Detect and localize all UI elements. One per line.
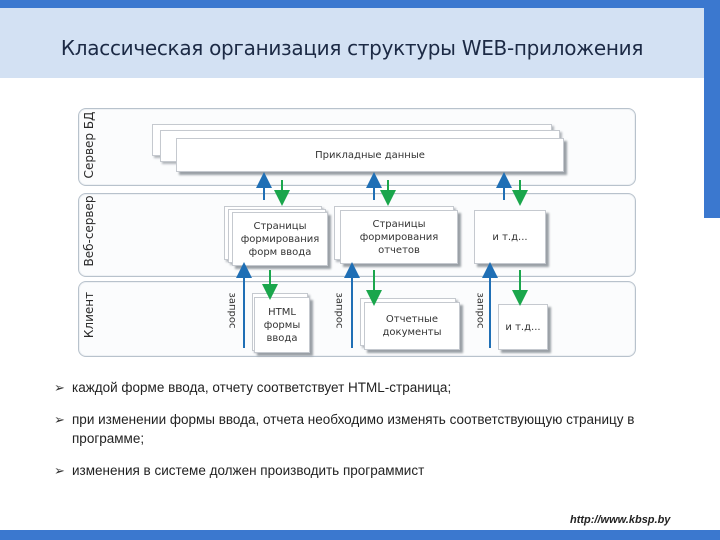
client-reports-box: Отчетные документы <box>364 302 460 350</box>
db-applied-data-box: Прикладные данные <box>176 138 564 172</box>
footer-url[interactable]: http://www.kbsp.by <box>570 514 671 526</box>
client-etc-box: и т.д... <box>498 304 548 350</box>
bullet-text: каждой форме ввода, отчету соответствует HTML-страница; <box>72 380 452 395</box>
bullet-list <box>54 378 674 493</box>
bullet-item <box>54 378 674 397</box>
request-label: запрос <box>226 292 238 329</box>
web-etc-box: и т.д... <box>474 210 546 264</box>
bullet-text: изменения в системе должен производить программист <box>72 463 425 478</box>
arrow-bullet-icon: ➢ <box>54 380 65 395</box>
web-input-pages-box: Страницы формирования форм ввода <box>232 212 328 266</box>
lane-label-client: Клиент <box>82 291 96 339</box>
web-report-pages-box: Страницы формирования отчетов <box>340 210 458 264</box>
footer-bar <box>0 530 720 540</box>
lane-label-db-server: Сервер БД <box>82 111 96 179</box>
arrow-bullet-icon: ➢ <box>54 412 65 427</box>
request-label: запрос <box>474 292 486 329</box>
request-label: запрос <box>333 292 345 329</box>
bullet-text: при изменении формы ввода, отчета необходимо изменять соответствующую страницу в программе; <box>72 412 635 446</box>
client-html-forms-box: HTML формы ввода <box>254 297 310 353</box>
bullet-item <box>54 410 674 448</box>
lane-label-web-server: Веб-сервер <box>82 195 96 267</box>
slide-title: Классическая организация структуры WEB-приложения <box>60 36 644 60</box>
bullet-item <box>54 461 674 480</box>
arrow-bullet-icon: ➢ <box>54 463 65 478</box>
